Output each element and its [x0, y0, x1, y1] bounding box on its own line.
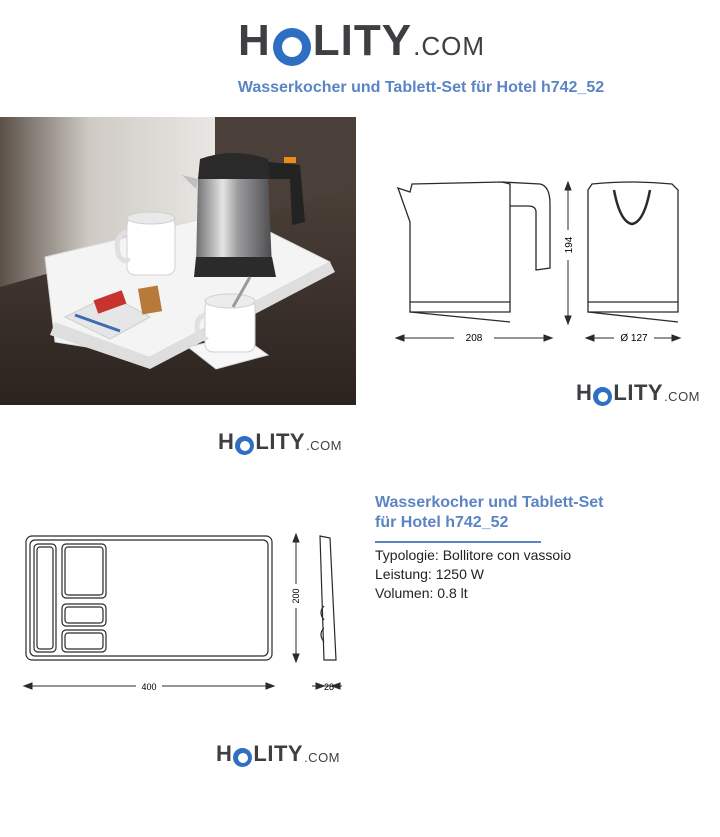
logo-text: LITY — [312, 16, 413, 65]
tray-width-label: 400 — [141, 682, 157, 692]
kettle-height-label: 194 — [564, 236, 575, 254]
brand-logo-small — [576, 380, 700, 406]
product-title-line-2: für Hotel h742_52 — [375, 514, 509, 531]
page-title: Wasserkocher und Tablett-Set für Hotel h742_52 — [237, 79, 605, 96]
logo-suffix: .COM — [413, 31, 485, 61]
logo-text: H — [238, 16, 271, 65]
logo-text: LITY — [253, 741, 304, 766]
logo-suffix: .COM — [306, 438, 343, 453]
logo-text: H — [216, 741, 233, 766]
product-photo — [0, 117, 356, 405]
tray-depth-label: 28 — [323, 682, 335, 692]
product-title — [375, 493, 695, 533]
logo-text: LITY — [255, 429, 306, 454]
brand-logo-small — [216, 741, 340, 767]
spec-typology: Typologie: Bollitore con vassoio — [375, 547, 572, 563]
spec-volume: Volumen: 0.8 lt — [375, 585, 468, 601]
tray-dimension-drawing — [20, 528, 350, 698]
logo-suffix: .COM — [304, 750, 341, 765]
logo-text: H — [576, 380, 593, 405]
logo-ring-icon — [593, 387, 612, 406]
logo-ring-icon — [233, 748, 252, 767]
tray-height-label: 200 — [291, 588, 301, 604]
logo-ring-icon — [273, 28, 311, 66]
spec-power: Leistung: 1250 W — [375, 566, 484, 582]
kettle-dimension-drawing — [392, 172, 692, 352]
kettle-diameter-label: Ø 127 — [620, 333, 648, 344]
brand-logo-small — [218, 429, 342, 455]
brand-logo — [238, 16, 485, 66]
product-title-line-1: Wasserkocher und Tablett-Set — [375, 494, 604, 511]
logo-ring-icon — [235, 436, 254, 455]
product-specs — [375, 546, 695, 603]
logo-suffix: .COM — [664, 389, 701, 404]
logo-text: H — [218, 429, 235, 454]
kettle-width-label: 208 — [465, 333, 483, 344]
title-divider — [375, 541, 541, 543]
logo-text: LITY — [613, 380, 664, 405]
